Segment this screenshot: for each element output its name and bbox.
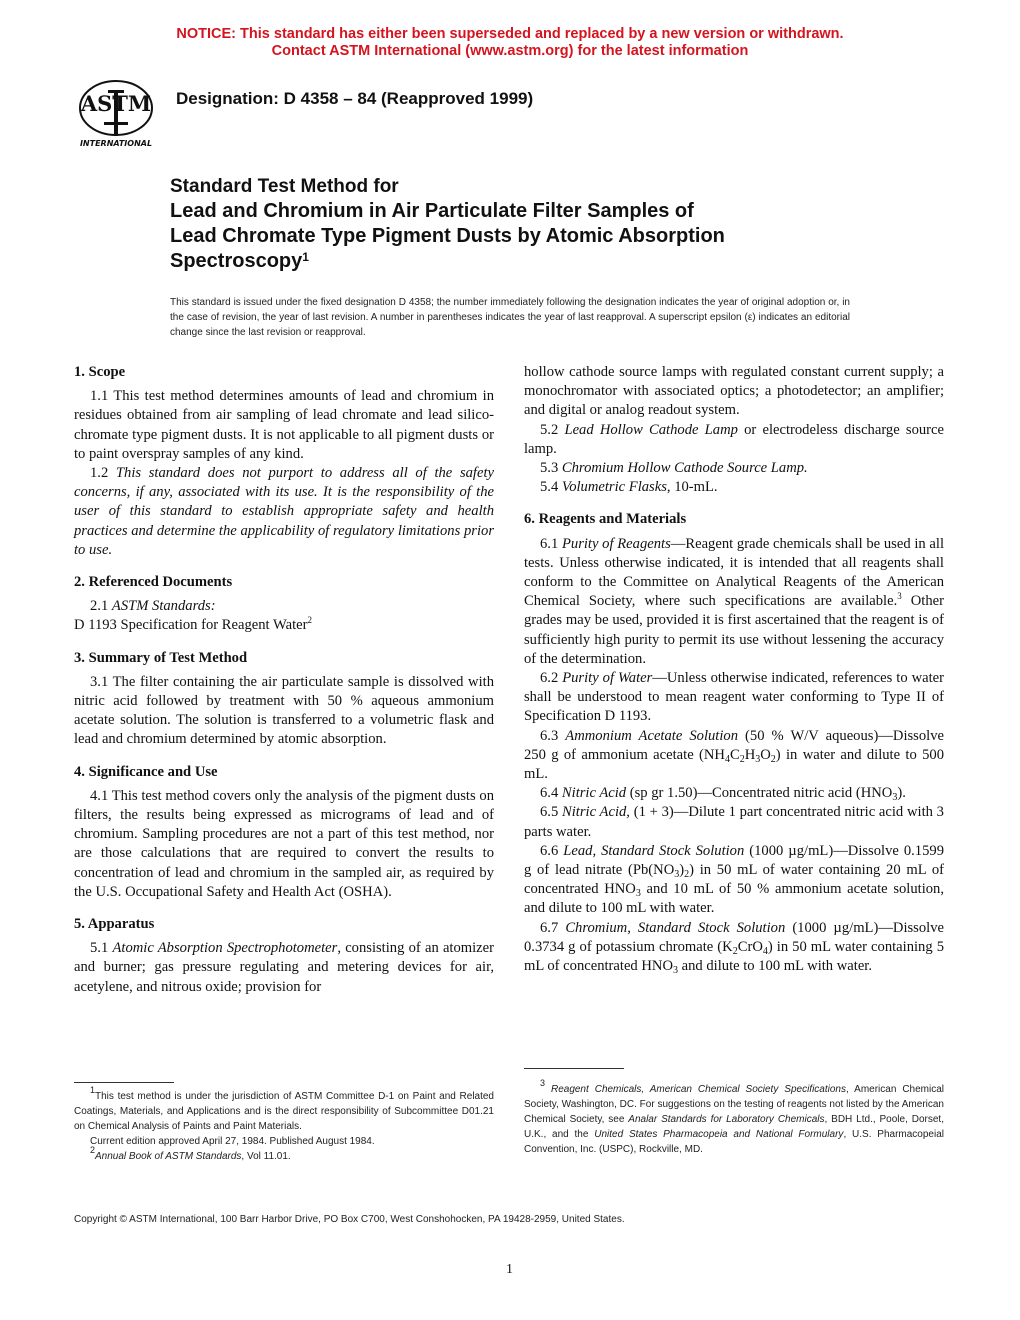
footnotes-right: [524, 1078, 945, 1157]
section-heading: 5. Apparatus: [74, 916, 155, 933]
astm-logo-icon: [70, 78, 162, 150]
footnote-ref: 1: [302, 250, 309, 264]
notice-line-2: Contact ASTM International (www.astm.org) for the latest information: [271, 43, 749, 59]
paragraph: hollow cathode source lamps with regulated constant current supply; a monochromator with associated optics; a photodetector; an amplifier; and digital or analog readout system.: [524, 364, 944, 419]
paragraph: 1.2 This standard does not purport to address all of the safety concerns, if any, associated with its use. It is the responsibility of the user of this standard to establish appropriate safety and health practices and determine the applicability of regulatory limitations prior to use.: [74, 465, 494, 558]
paragraph: 6.6 Lead, Standard Stock Solution (1000 µg/mL)—Dissolve 0.1599 g of lead nitrate $(Pb(NO_3)_2)$ in 50 mL of water containing 20 mL of concentrated $HNO_3$ and 10 mL of 50 % ammonium acetate solution, and dilute to 100 mL with water.: [524, 842, 944, 917]
astm-logo: [70, 78, 162, 150]
copyright: Copyright © ASTM International, 100 Barr Harbor Drive, PO Box C700, West Conshohocken, PA 19428-2959, United States.: [74, 1214, 625, 1225]
paragraph: 4.1 This test method covers only the analysis of the pigment dusts on filters, the results being expressed as micrograms of lead and of chromium. Sampling procedures are not a part of this test method, nor are those calculations that are required to convert the results to concentration of lead and chromium in the sampled air, as required by the U.S. Occupational Safety and Health Act (OSHA).: [74, 787, 494, 900]
left-column: [74, 363, 494, 997]
paragraph: 5.2 Lead Hollow Cathode Lamp or electrodeless discharge source lamp.: [524, 421, 944, 457]
paragraph: 6.4 Nitric Acid (sp gr 1.50)—Concentrated nitric acid $(HNO_3)$.: [540, 785, 906, 804]
paragraph: 1.1 This test method determines amounts of lead and chromium in residues obtained from air sampling of lead chromate and lead silico-chromate type pigment dusts. It is not applicable to all pigment dusts or to paint overspray samples of any kind.: [74, 388, 494, 462]
paragraph: 6.7 Chromium, Standard Stock Solution (1000 µg/mL)—Dissolve 0.3734 g of potassium chromate $(K_2CrO_4)$ in 50 mL water containing 5 mL of concentrated $HNO_3$ and dilute to 100 mL with water.: [524, 919, 944, 977]
section-heading: 6. Reagents and Materials: [524, 511, 687, 528]
svg-text:INTERNATIONAL: INTERNATIONAL: [79, 139, 153, 148]
footnote: $^1$This test method is under the jurisdiction of ASTM Committee D-1 on Paint and Related Coatings, Materials, and Applications and is the direct responsibility of Subcommittee D01.21 on Chemical Analysis of Paints and Paint Materials.: [74, 1085, 494, 1132]
document-title: [170, 174, 890, 274]
section-heading: 4. Significance and Use: [74, 763, 218, 780]
title-line-4: Spectroscopy$^1$: [170, 250, 309, 272]
svg-text:ASTM: ASTM: [80, 91, 152, 116]
footnotes-left: [74, 1085, 494, 1164]
paragraph: 6.3 Ammonium Acetate Solution (50 % W/V aqueous)—Dissolve 250 g of ammonium acetate $(NH_4C_2H_3O_2)$ in water and dilute to 500 mL.: [524, 727, 945, 783]
title-line-3: Lead Chromate Type Pigment Dusts by Atomic Absorption: [170, 225, 725, 247]
footnote: Current edition approved April 27, 1984. Published August 1984.: [90, 1136, 375, 1147]
page-number: 1: [506, 1262, 513, 1277]
right-column: [524, 363, 944, 976]
referenced-document: D 1193 Specification for Reagent Water$^2$: [74, 615, 312, 634]
withdrawal-notice: [0, 26, 1020, 60]
paragraph: 6.5 Nitric Acid, (1 + 3)—Dilute 1 part concentrated nitric acid with 3 parts water.: [524, 804, 944, 840]
section-heading: 2. Referenced Documents: [74, 574, 233, 591]
paragraph: 6.2 Purity of Water—Unless otherwise indicated, references to water shall be understood to mean reagent water conforming to Type II of Specification D 1193.: [524, 670, 944, 725]
title-line-2: Lead and Chromium in Air Particulate Filter Samples of: [170, 200, 694, 222]
footnote-rule-left: [74, 1082, 174, 1083]
footnote: $^3$ Reagent Chemicals, American Chemical Society Specifications, American Chemical Society, Washington, DC. For suggestions on the testing of reagents not listed by the American Chemical Society, see Analar Standards for Laboratory Chemicals, BDH Ltd., Poole, Dorset, U.K., and the United States Pharmacopeia and National Formulary, U.S. Pharmacopeial Convention, Inc. (USPC), Rockville, MD.: [524, 1078, 945, 1155]
footnote-rule-right: [524, 1068, 624, 1069]
section-heading: 1. Scope: [74, 364, 126, 380]
paragraph: 5.1 Atomic Absorption Spectrophotometer, consisting of an atomizer and burner; gas pressure regulating and metering devices for air, acetylene, and nitrous oxide; provision for: [74, 940, 494, 995]
notice-line-1: NOTICE: This standard has either been superseded and replaced by a new version or withdrawn.: [176, 26, 844, 42]
designation: Designation: D 4358 – 84 (Reapproved 1999): [176, 89, 534, 108]
paragraph: 6.1 Purity of Reagents—Reagent grade chemicals shall be used in all tests. Unless otherwise indicated, it is intended that all reagents shall conform to the Committee on Analytical Reagents of the American Chemical Society, where such specifications are available.$^3$ Other grades may be used, provided it is first ascertained that the reagent is of sufficiently high purity to permit its use without lessening the accuracy of the determination.: [524, 535, 945, 667]
footnote: $^2$Annual Book of ASTM Standards, Vol 11.01.: [90, 1145, 291, 1162]
paragraph: 2.1 ASTM Standards:: [90, 598, 216, 615]
section-heading: 3. Summary of Test Method: [74, 649, 248, 666]
title-line-1: Standard Test Method for: [170, 176, 399, 197]
paragraph: 3.1 The filter containing the air particulate sample is dissolved with nitric acid followed by treatment with 50 % aqueous ammonium acetate solution. The solution is transferred to a volumetric flask and lead and chromium determined by atomic absorption.: [74, 673, 494, 748]
paragraph: 5.3 Chromium Hollow Cathode Source Lamp.: [540, 460, 808, 477]
paragraph: 5.4 Volumetric Flasks, 10-mL.: [540, 479, 718, 496]
issuance-note: This standard is issued under the fixed designation D 4358; the number immediately following the designation indicates the year of original adoption or, in the case of revision, the year of last revision. A number in parentheses indicates the year of last reapproval. A superscript epsilon (ε) indicates an editorial change since the last revision or reapproval.: [170, 297, 850, 338]
